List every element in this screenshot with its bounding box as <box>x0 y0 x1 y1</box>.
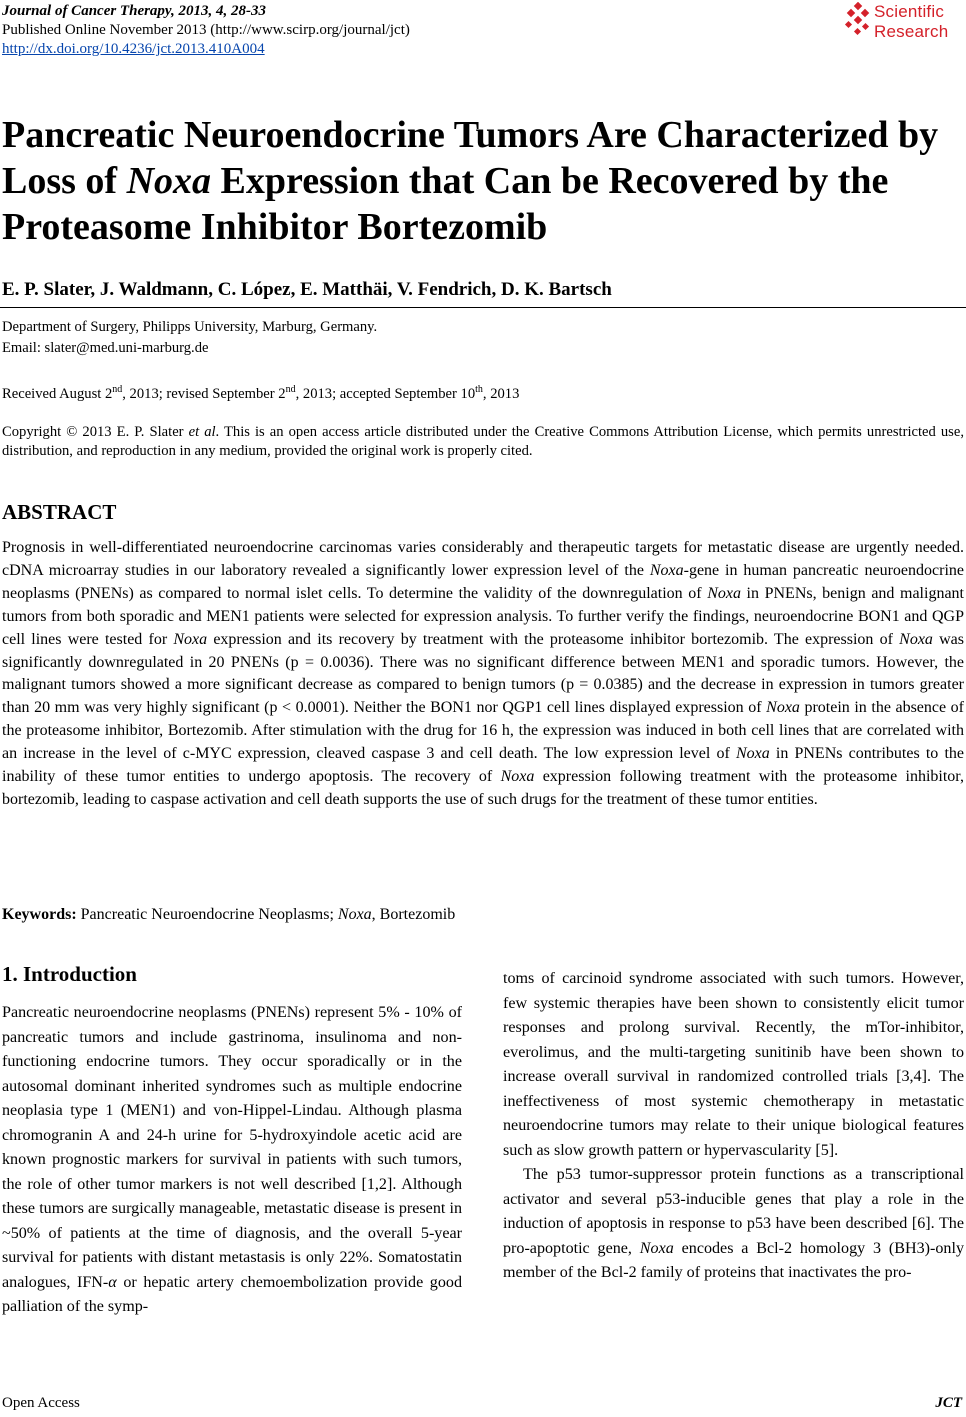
revised-date: , 2013; revised September 2 <box>122 385 286 402</box>
title-line2-suffix: Expression that Can be Recovered by the <box>211 160 889 202</box>
affiliation: Department of Surgery, Philipps University, Marburg, Germany. <box>2 319 378 335</box>
accepted-sup: th <box>475 384 483 395</box>
introduction-heading: 1. Introduction <box>2 962 137 986</box>
intro-left-text-1: Pancreatic neuroendocrine neoplasms (PNENs) represent 5% - 10% of pancreatic tumors and include gastrinoma, insulinoma and non-functioning endocrine tumors. They occur sporadically or in the autosomal dominant inherited syndromes such as multiple endocrine neoplasia type 1 (MEN1) and von-Hippel-Lindau. Although plasma chromogranin A and 24-h urine for 5-hydroxyindole acetic acid are known prognostic markers for survival in patients with such tumors, the role of other tumor markers is not well described [1,2]. Although these tumors are surgically manageable, metastatic disease is present in ~50% of patients at the time of diagnosis, and the overall 5-year survival for patients with distant metastasis is only 22%. Somatostatin analogues, IFN- <box>2 1004 462 1291</box>
keywords-italic: Noxa <box>337 906 372 923</box>
author-list: E. P. Slater, J. Waldmann, C. López, E. Matthäi, V. Fendrich, D. K. Bartsch <box>2 279 612 300</box>
keywords-text-1: Pancreatic Neuroendocrine Neoplasms; <box>76 906 338 923</box>
scientific-research-logo-icon <box>844 2 872 40</box>
intro-right-text-2b: encodes a Bcl-2 homology 3 (BH3)-only member of the Bcl-2 family of proteins that inactivates the pro- <box>503 1239 964 1281</box>
copyright-notice <box>2 423 964 461</box>
abstract-text-7: in PNENs contributes to the inability of these tumor entities to undergo apoptosis. The recovery of <box>2 745 964 786</box>
header-divider <box>0 307 966 308</box>
abstract-text-2: -gene in human pancreatic neuroendocrine neoplasms (PNENs) as compared to normal islet cells. To determine the validity of the downregulation of <box>2 561 964 602</box>
published-line: Published Online November 2013 (http://www.scirp.org/journal/jct) <box>2 22 410 38</box>
dates-line <box>2 380 519 404</box>
copyright-suffix: . This is an open access article distributed under the Creative Commons Attribution License, which permits unrestricted use, distribution, and reproduction in any medium, provided the original work is properly cited. <box>2 424 964 459</box>
title-line3: Proteasome Inhibitor Bortezomib <box>2 206 548 248</box>
abstract-italic-4: Noxa <box>899 630 933 648</box>
journal-header <box>2 2 410 59</box>
abstract-text-5: was significantly downregulated in 20 PNENs (p = 0.0036). There was no significant difference between MEN1 and sporadic tumors. However, the malignant tumors showed a more significant decrease as compared to benign tumors (p = 0.0385) and the decrease in expression in tumors greater than 20 mm was very highly significant (p < 0.0001). Neither the BON1 nor QGP1 cell lines displayed expression of <box>2 630 964 717</box>
abstract-italic-1: Noxa <box>649 561 684 579</box>
abstract-italic-2: Noxa <box>707 584 741 602</box>
abstract-text-4: expression and its recovery by treatment with the proteasome inhibitor bortezomib. The expression of <box>207 630 900 648</box>
copyright-italic: et al <box>188 424 216 440</box>
journal-meta: , 2013, 4, 28-33 <box>171 3 267 19</box>
abstract-italic-6: Noxa <box>735 745 770 763</box>
intro-right-italic: Noxa <box>639 1239 674 1257</box>
intro-right-paragraph-1: toms of carcinoid syndrome associated with such tumors. However, few systemic therapies have been shown to consistently elicit tumor responses and prolong survival. Recently, the mTor-inhibitor, everolimus, and the multi-targeting sunitinib have been shown to increase overall survival in randomized controlled trials [3,4]. The ineffectiveness of most systemic chemotherapy in metastatic neuroendocrine tumors may relate to their unique biological features such as slow growth pattern or hypervascularity [5]. <box>503 970 964 1159</box>
abstract-italic-5: Noxa <box>766 699 800 717</box>
doi-link[interactable]: http://dx.doi.org/10.4236/jct.2013.410A004 <box>2 41 265 57</box>
intro-paragraph-1 <box>2 1001 462 1320</box>
title-line2-italic: Noxa <box>126 160 212 202</box>
abstract-text-8: expression following treatment with the proteasome inhibitor, bortezomib, leading to caspase activation and cell death supports the use of such drugs for the treatment of these tumor entities. <box>2 768 964 808</box>
abstract-heading: ABSTRACT <box>2 500 117 524</box>
abstract-text-1: Prognosis in well-differentiated neuroendocrine carcinomas varies considerably and therapeutic targets for metastatic disease are urgently needed. cDNA microarray studies in our laboratory revealed a significantly lower expression level of the <box>2 539 964 579</box>
title-line1: Pancreatic Neuroendocrine Tumors Are Characterized by <box>2 114 939 156</box>
abstract-body <box>2 537 964 812</box>
abstract-text-3: in PNENs, benign and malignant tumors from both sporadic and MEN1 patients were selected for expression analysis. To further verify the findings, neuroendocrine BON1 and QGP cell lines were tested for <box>2 584 964 648</box>
intro-left-column <box>2 1001 462 1320</box>
intro-left-text-2: or hepatic artery chemoembolization provide good palliation of the symp- <box>2 1273 462 1315</box>
logo-text-line1: Scientific <box>874 2 945 21</box>
dates-suffix: , 2013 <box>482 385 520 402</box>
accepted-date: , 2013; accepted September 10 <box>295 385 476 402</box>
revised-sup: nd <box>285 384 296 395</box>
keywords-text-2: , Bortezomib <box>371 906 456 923</box>
received-date: Received August 2 <box>2 385 113 402</box>
logo-text-line2: Research <box>874 22 949 41</box>
abstract-italic-3: Noxa <box>173 630 208 648</box>
abstract-italic-7: Noxa <box>500 768 535 786</box>
article-title <box>2 112 957 250</box>
keywords <box>2 906 455 924</box>
intro-right-text-2a: The p53 tumor-suppressor protein functions as a transcriptional activator and several p53-inducible genes that play a role in the induction of apoptosis in response to p53 have been described [6]. The pro-apoptotic gene, <box>503 1166 964 1257</box>
intro-right-column <box>503 967 964 1286</box>
intro-right-paragraph-2 <box>503 1163 964 1286</box>
abstract-text-6: protein in the absence of the proteasome inhibitor, Bortezomib. After stimulation with the drug for 16 h, the expression was induced in both cell lines that are correlated with an increase in the level of c-MYC expression, cleaved caspase 3 and cell death. The low expression level of <box>2 699 965 763</box>
received-sup: nd <box>112 384 123 395</box>
keywords-label: Keywords: <box>2 906 77 923</box>
alpha-symbol: α <box>108 1273 117 1291</box>
publisher-logo <box>844 2 962 42</box>
copyright-prefix: Copyright © 2013 E. P. Slater <box>2 424 189 440</box>
footer-open-access: Open Access <box>2 1395 80 1411</box>
title-line2-prefix: Loss of <box>2 160 127 202</box>
journal-name: Journal of Cancer Therapy <box>2 3 172 19</box>
email: Email: slater@med.uni-marburg.de <box>2 340 209 356</box>
footer-journal-abbrev: JCT <box>935 1395 962 1411</box>
